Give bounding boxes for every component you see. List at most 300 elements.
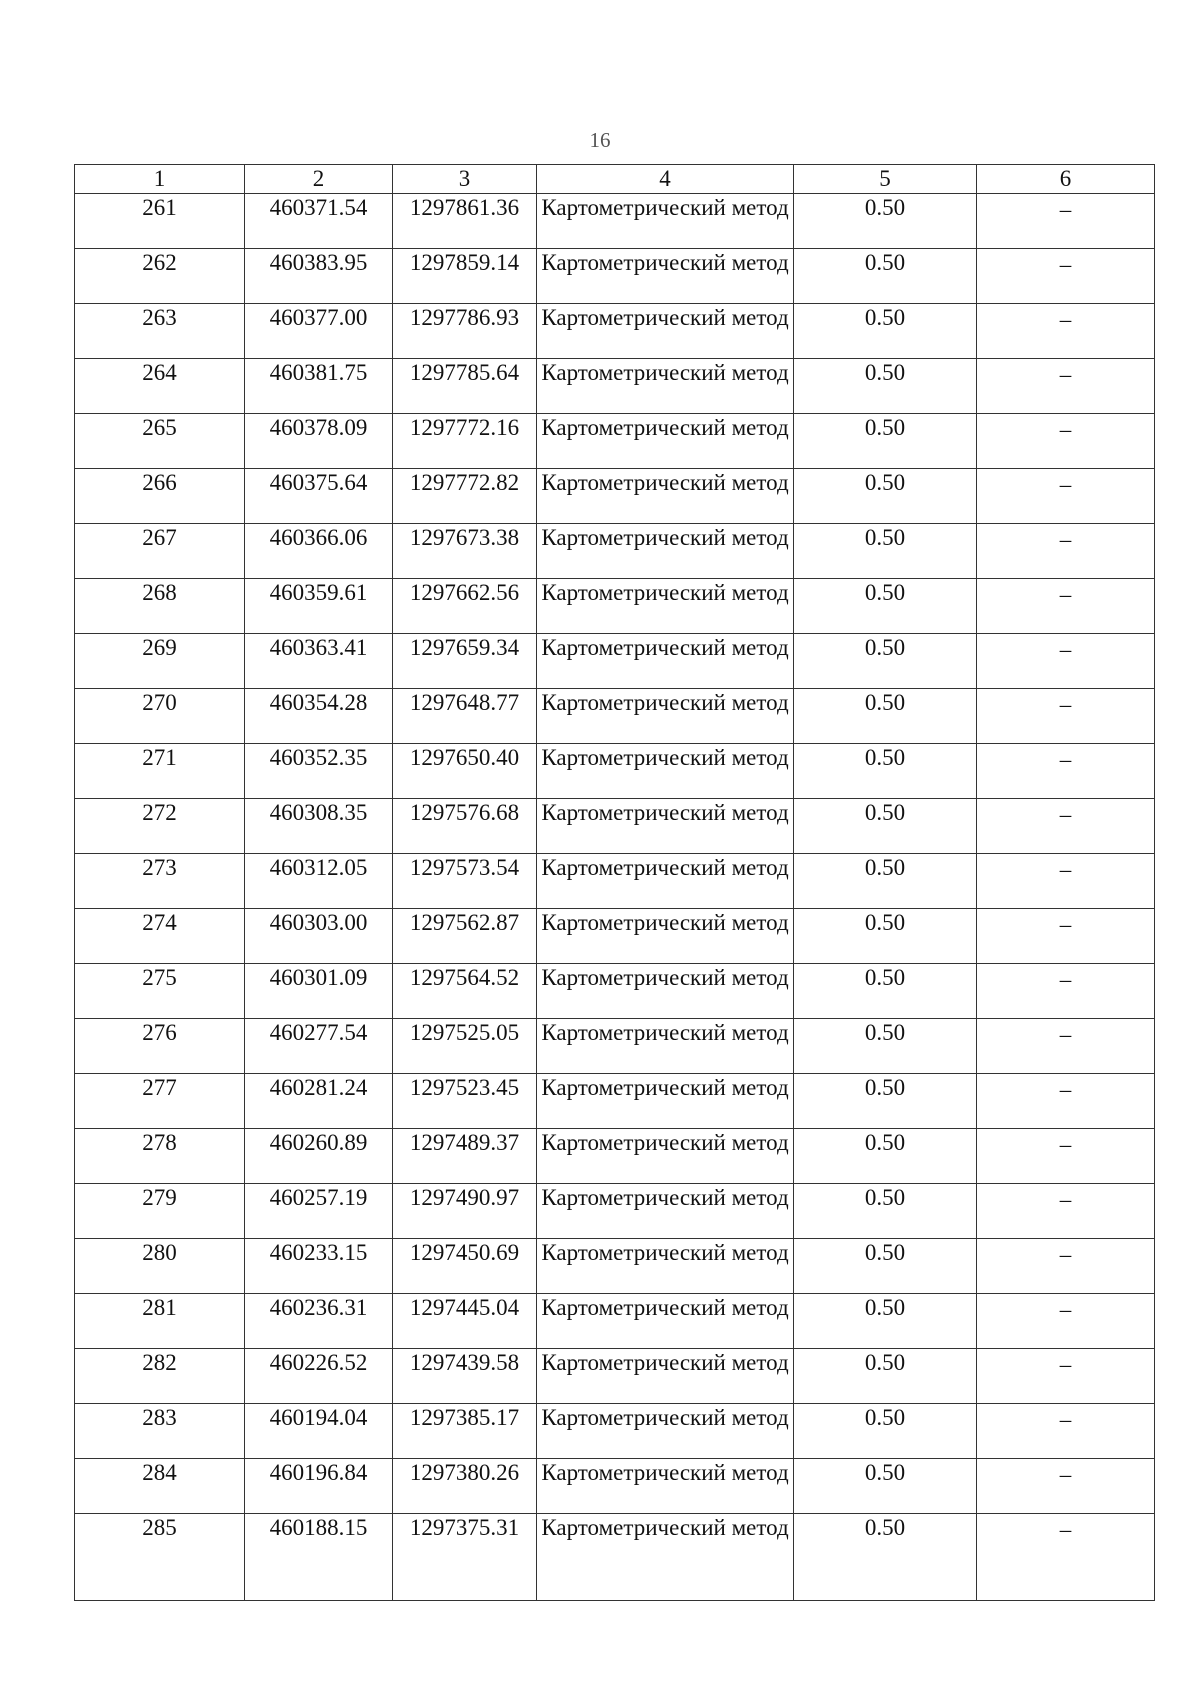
table-row <box>75 1184 1155 1239</box>
accuracy-text: 0.50 <box>864 1130 906 1155</box>
x-coordinate-cell <box>245 964 393 1019</box>
point-number-text: 279 <box>142 1185 177 1210</box>
x-coordinate-text: 460196.84 <box>269 1460 368 1485</box>
accuracy-cell <box>794 1129 977 1184</box>
table-row <box>75 799 1155 854</box>
point-number-text: 269 <box>142 635 177 660</box>
x-coordinate-text: 460308.35 <box>269 800 368 825</box>
accuracy-cell <box>794 414 977 469</box>
note-cell <box>977 634 1155 689</box>
accuracy-cell <box>794 194 977 249</box>
x-coordinate-cell <box>245 634 393 689</box>
method-cell <box>537 1459 794 1514</box>
method-cell <box>537 414 794 469</box>
method-cell <box>537 304 794 359</box>
note-text: – <box>1059 1022 1072 1047</box>
method-text: Картометрический метод <box>541 580 789 605</box>
accuracy-cell <box>794 1294 977 1349</box>
method-text: Картометрический метод <box>541 1240 789 1265</box>
x-coordinate-text: 460260.89 <box>269 1130 368 1155</box>
note-text: – <box>1059 252 1072 277</box>
point-number-cell <box>75 469 245 524</box>
point-number-cell <box>75 304 245 359</box>
method-text: Картометрический метод <box>541 470 789 495</box>
column-header: 4 <box>537 165 794 194</box>
y-coordinate-cell <box>393 1184 537 1239</box>
table-row <box>75 634 1155 689</box>
note-text: – <box>1059 582 1072 607</box>
note-text: – <box>1059 802 1072 827</box>
note-cell <box>977 1184 1155 1239</box>
method-cell <box>537 854 794 909</box>
point-number-cell <box>75 579 245 634</box>
point-number-cell <box>75 1514 245 1601</box>
table-row <box>75 1129 1155 1184</box>
x-coordinate-cell <box>245 689 393 744</box>
x-coordinate-cell <box>245 1074 393 1129</box>
accuracy-text: 0.50 <box>864 1240 906 1265</box>
method-cell <box>537 469 794 524</box>
point-number-cell <box>75 1404 245 1459</box>
point-number-text: 265 <box>142 415 177 440</box>
note-cell <box>977 359 1155 414</box>
method-cell <box>537 689 794 744</box>
accuracy-text: 0.50 <box>864 1405 906 1430</box>
table-row <box>75 1074 1155 1129</box>
method-text: Картометрический метод <box>541 965 789 990</box>
y-coordinate-text: 1297490.97 <box>409 1185 520 1210</box>
accuracy-text: 0.50 <box>864 1020 906 1045</box>
method-cell <box>537 359 794 414</box>
y-coordinate-cell <box>393 579 537 634</box>
method-cell <box>537 964 794 1019</box>
x-coordinate-cell <box>245 579 393 634</box>
y-coordinate-cell <box>393 964 537 1019</box>
coordinates-table <box>74 164 1155 1601</box>
table-row <box>75 909 1155 964</box>
x-coordinate-cell <box>245 304 393 359</box>
table-row <box>75 1239 1155 1294</box>
point-number-cell <box>75 1129 245 1184</box>
point-number-text: 263 <box>142 305 177 330</box>
point-number-cell <box>75 249 245 304</box>
y-coordinate-text: 1297659.34 <box>409 635 520 660</box>
y-coordinate-text: 1297785.64 <box>409 360 520 385</box>
x-coordinate-text: 460359.61 <box>269 580 368 605</box>
accuracy-cell <box>794 1404 977 1459</box>
accuracy-cell <box>794 1074 977 1129</box>
y-coordinate-cell <box>393 524 537 579</box>
header-row <box>75 165 1155 194</box>
method-cell <box>537 1239 794 1294</box>
y-coordinate-cell <box>393 469 537 524</box>
accuracy-cell <box>794 964 977 1019</box>
accuracy-text: 0.50 <box>864 525 906 550</box>
table-row <box>75 1459 1155 1514</box>
table-row <box>75 304 1155 359</box>
accuracy-text: 0.50 <box>864 415 906 440</box>
accuracy-text: 0.50 <box>864 580 906 605</box>
y-coordinate-cell <box>393 854 537 909</box>
point-number-cell <box>75 744 245 799</box>
column-header: 2 <box>245 165 393 194</box>
point-number-cell <box>75 1019 245 1074</box>
x-coordinate-text: 460236.31 <box>269 1295 368 1320</box>
y-coordinate-text: 1297450.69 <box>409 1240 520 1265</box>
note-text: – <box>1059 1297 1072 1322</box>
point-number-text: 274 <box>142 910 177 935</box>
point-number-cell <box>75 799 245 854</box>
x-coordinate-cell <box>245 1459 393 1514</box>
y-coordinate-text: 1297439.58 <box>409 1350 520 1375</box>
note-cell <box>977 579 1155 634</box>
y-coordinate-text: 1297673.38 <box>409 525 520 550</box>
method-text: Картометрический метод <box>541 360 789 385</box>
point-number-cell <box>75 1294 245 1349</box>
note-cell <box>977 414 1155 469</box>
note-text: – <box>1059 857 1072 882</box>
note-text: – <box>1059 1077 1072 1102</box>
x-coordinate-cell <box>245 744 393 799</box>
method-text: Картометрический метод <box>541 690 789 715</box>
point-number-cell <box>75 1184 245 1239</box>
point-number-text: 270 <box>142 690 177 715</box>
note-text: – <box>1059 417 1072 442</box>
point-number-text: 278 <box>142 1130 177 1155</box>
accuracy-cell <box>794 304 977 359</box>
y-coordinate-cell <box>393 1294 537 1349</box>
note-text: – <box>1059 197 1072 222</box>
note-cell <box>977 524 1155 579</box>
x-coordinate-text: 460194.04 <box>269 1405 368 1430</box>
note-cell <box>977 1514 1155 1601</box>
x-coordinate-text: 460352.35 <box>269 745 368 770</box>
x-coordinate-text: 460303.00 <box>269 910 368 935</box>
accuracy-text: 0.50 <box>864 855 906 880</box>
accuracy-cell <box>794 634 977 689</box>
y-coordinate-cell <box>393 689 537 744</box>
note-text: – <box>1059 1132 1072 1157</box>
note-cell <box>977 1349 1155 1404</box>
y-coordinate-cell <box>393 304 537 359</box>
method-cell <box>537 909 794 964</box>
column-header: 5 <box>794 165 977 194</box>
y-coordinate-cell <box>393 634 537 689</box>
y-coordinate-cell <box>393 249 537 304</box>
y-coordinate-cell <box>393 1019 537 1074</box>
accuracy-cell <box>794 524 977 579</box>
method-text: Картометрический метод <box>541 800 789 825</box>
note-cell <box>977 1294 1155 1349</box>
accuracy-text: 0.50 <box>864 250 906 275</box>
method-text: Картометрический метод <box>541 1130 789 1155</box>
x-coordinate-text: 460366.06 <box>269 525 368 550</box>
accuracy-cell <box>794 1459 977 1514</box>
method-cell <box>537 1074 794 1129</box>
x-coordinate-cell <box>245 414 393 469</box>
point-number-cell <box>75 634 245 689</box>
accuracy-text: 0.50 <box>864 470 906 495</box>
table-row <box>75 744 1155 799</box>
y-coordinate-cell <box>393 1129 537 1184</box>
y-coordinate-text: 1297445.04 <box>409 1295 520 1320</box>
y-coordinate-cell <box>393 1514 537 1601</box>
note-text: – <box>1059 747 1072 772</box>
point-number-text: 266 <box>142 470 177 495</box>
x-coordinate-cell <box>245 799 393 854</box>
note-cell <box>977 964 1155 1019</box>
note-cell <box>977 304 1155 359</box>
y-coordinate-text: 1297380.26 <box>409 1460 520 1485</box>
x-coordinate-cell <box>245 1404 393 1459</box>
x-coordinate-cell <box>245 1239 393 1294</box>
method-text: Картометрический метод <box>541 1460 789 1485</box>
y-coordinate-text: 1297576.68 <box>409 800 520 825</box>
point-number-text: 282 <box>142 1350 177 1375</box>
y-coordinate-text: 1297564.52 <box>409 965 520 990</box>
point-number-text: 283 <box>142 1405 177 1430</box>
method-text: Картометрический метод <box>541 415 789 440</box>
y-coordinate-cell <box>393 414 537 469</box>
x-coordinate-cell <box>245 1514 393 1601</box>
x-coordinate-cell <box>245 194 393 249</box>
y-coordinate-cell <box>393 744 537 799</box>
method-text: Картометрический метод <box>541 1515 789 1540</box>
method-text: Картометрический метод <box>541 1020 789 1045</box>
y-coordinate-text: 1297523.45 <box>409 1075 520 1100</box>
y-coordinate-text: 1297385.17 <box>409 1405 520 1430</box>
note-cell <box>977 744 1155 799</box>
accuracy-cell <box>794 1349 977 1404</box>
note-text: – <box>1059 912 1072 937</box>
note-cell <box>977 1404 1155 1459</box>
method-cell <box>537 1129 794 1184</box>
method-cell <box>537 1294 794 1349</box>
point-number-text: 280 <box>142 1240 177 1265</box>
table-row <box>75 359 1155 414</box>
y-coordinate-cell <box>393 1074 537 1129</box>
note-cell <box>977 469 1155 524</box>
method-text: Картометрический метод <box>541 250 789 275</box>
point-number-text: 262 <box>142 250 177 275</box>
accuracy-text: 0.50 <box>864 910 906 935</box>
accuracy-cell <box>794 359 977 414</box>
table-row <box>75 524 1155 579</box>
point-number-cell <box>75 964 245 1019</box>
y-coordinate-cell <box>393 909 537 964</box>
method-text: Картометрический метод <box>541 745 789 770</box>
note-text: – <box>1059 692 1072 717</box>
accuracy-text: 0.50 <box>864 195 906 220</box>
note-text: – <box>1059 472 1072 497</box>
point-number-cell <box>75 1349 245 1404</box>
accuracy-cell <box>794 854 977 909</box>
method-cell <box>537 799 794 854</box>
accuracy-text: 0.50 <box>864 745 906 770</box>
y-coordinate-cell <box>393 1239 537 1294</box>
accuracy-cell <box>794 744 977 799</box>
accuracy-cell <box>794 579 977 634</box>
note-text: – <box>1059 1517 1072 1542</box>
x-coordinate-cell <box>245 249 393 304</box>
y-coordinate-cell <box>393 359 537 414</box>
x-coordinate-cell <box>245 524 393 579</box>
point-number-text: 281 <box>142 1295 177 1320</box>
x-coordinate-text: 460312.05 <box>269 855 368 880</box>
accuracy-text: 0.50 <box>864 1460 906 1485</box>
point-number-cell <box>75 909 245 964</box>
accuracy-text: 0.50 <box>864 1075 906 1100</box>
y-coordinate-cell <box>393 1349 537 1404</box>
x-coordinate-text: 460277.54 <box>269 1020 368 1045</box>
table-row <box>75 1349 1155 1404</box>
accuracy-cell <box>794 1239 977 1294</box>
accuracy-text: 0.50 <box>864 690 906 715</box>
method-cell <box>537 1514 794 1601</box>
y-coordinate-text: 1297489.37 <box>409 1130 520 1155</box>
note-text: – <box>1059 307 1072 332</box>
x-coordinate-cell <box>245 909 393 964</box>
method-text: Картометрический метод <box>541 1295 789 1320</box>
note-text: – <box>1059 1407 1072 1432</box>
y-coordinate-text: 1297772.82 <box>409 470 520 495</box>
note-cell <box>977 1019 1155 1074</box>
accuracy-text: 0.50 <box>864 360 906 385</box>
point-number-text: 275 <box>142 965 177 990</box>
x-coordinate-cell <box>245 854 393 909</box>
y-coordinate-text: 1297375.31 <box>409 1515 520 1540</box>
page-number: 16 <box>589 128 611 152</box>
method-cell <box>537 249 794 304</box>
y-coordinate-text: 1297525.05 <box>409 1020 520 1045</box>
point-number-text: 277 <box>142 1075 177 1100</box>
point-number-text: 284 <box>142 1460 177 1485</box>
point-number-text: 267 <box>142 525 177 550</box>
accuracy-text: 0.50 <box>864 1185 906 1210</box>
x-coordinate-text: 460226.52 <box>269 1350 368 1375</box>
table-row <box>75 1404 1155 1459</box>
point-number-text: 264 <box>142 360 177 385</box>
point-number-text: 268 <box>142 580 177 605</box>
y-coordinate-cell <box>393 1404 537 1459</box>
method-text: Картометрический метод <box>541 195 789 220</box>
x-coordinate-text: 460381.75 <box>269 360 368 385</box>
table-header <box>75 165 1155 194</box>
note-text: – <box>1059 967 1072 992</box>
table-row <box>75 964 1155 1019</box>
note-cell <box>977 1074 1155 1129</box>
x-coordinate-text: 460383.95 <box>269 250 368 275</box>
x-coordinate-text: 460188.15 <box>269 1515 368 1540</box>
y-coordinate-text: 1297861.36 <box>409 195 520 220</box>
table-row <box>75 579 1155 634</box>
method-text: Картометрический метод <box>541 855 789 880</box>
y-coordinate-text: 1297573.54 <box>409 855 520 880</box>
method-cell <box>537 579 794 634</box>
y-coordinate-text: 1297562.87 <box>409 910 520 935</box>
method-cell <box>537 744 794 799</box>
accuracy-cell <box>794 249 977 304</box>
note-cell <box>977 1129 1155 1184</box>
note-text: – <box>1059 1462 1072 1487</box>
y-coordinate-cell <box>393 799 537 854</box>
y-coordinate-text: 1297648.77 <box>409 690 520 715</box>
table-row <box>75 1514 1155 1601</box>
note-text: – <box>1059 637 1072 662</box>
note-cell <box>977 689 1155 744</box>
table-row <box>75 249 1155 304</box>
y-coordinate-cell <box>393 194 537 249</box>
note-cell <box>977 1459 1155 1514</box>
x-coordinate-text: 460363.41 <box>269 635 368 660</box>
y-coordinate-text: 1297650.40 <box>409 745 520 770</box>
note-text: – <box>1059 1352 1072 1377</box>
accuracy-text: 0.50 <box>864 1295 906 1320</box>
column-header: 3 <box>393 165 537 194</box>
table-row <box>75 689 1155 744</box>
accuracy-cell <box>794 469 977 524</box>
x-coordinate-text: 460377.00 <box>269 305 368 330</box>
x-coordinate-cell <box>245 359 393 414</box>
method-cell <box>537 634 794 689</box>
point-number-cell <box>75 524 245 579</box>
point-number-cell <box>75 1239 245 1294</box>
accuracy-cell <box>794 1019 977 1074</box>
method-cell <box>537 1184 794 1239</box>
method-cell <box>537 1404 794 1459</box>
accuracy-text: 0.50 <box>864 965 906 990</box>
note-cell <box>977 854 1155 909</box>
accuracy-text: 0.50 <box>864 305 906 330</box>
x-coordinate-text: 460371.54 <box>269 195 368 220</box>
x-coordinate-cell <box>245 1294 393 1349</box>
x-coordinate-cell <box>245 469 393 524</box>
accuracy-text: 0.50 <box>864 635 906 660</box>
accuracy-text: 0.50 <box>864 1350 906 1375</box>
point-number-cell <box>75 194 245 249</box>
method-cell <box>537 524 794 579</box>
x-coordinate-text: 460257.19 <box>269 1185 368 1210</box>
method-text: Картометрический метод <box>541 1350 789 1375</box>
column-header: 1 <box>75 165 245 194</box>
method-text: Картометрический метод <box>541 635 789 660</box>
method-text: Картометрический метод <box>541 910 789 935</box>
x-coordinate-text: 460378.09 <box>269 415 368 440</box>
method-cell <box>537 194 794 249</box>
accuracy-text: 0.50 <box>864 1515 906 1540</box>
accuracy-text: 0.50 <box>864 800 906 825</box>
accuracy-cell <box>794 689 977 744</box>
x-coordinate-cell <box>245 1129 393 1184</box>
point-number-cell <box>75 1459 245 1514</box>
y-coordinate-text: 1297662.56 <box>409 580 520 605</box>
note-text: – <box>1059 362 1072 387</box>
y-coordinate-text: 1297786.93 <box>409 305 520 330</box>
method-text: Картометрический метод <box>541 1185 789 1210</box>
note-cell <box>977 194 1155 249</box>
note-cell <box>977 909 1155 964</box>
y-coordinate-text: 1297772.16 <box>409 415 520 440</box>
x-coordinate-cell <box>245 1019 393 1074</box>
point-number-text: 261 <box>142 195 177 220</box>
point-number-text: 272 <box>142 800 177 825</box>
column-header: 6 <box>977 165 1155 194</box>
x-coordinate-text: 460354.28 <box>269 690 368 715</box>
y-coordinate-cell <box>393 1459 537 1514</box>
point-number-cell <box>75 359 245 414</box>
y-coordinate-text: 1297859.14 <box>409 250 520 275</box>
table-row <box>75 1294 1155 1349</box>
